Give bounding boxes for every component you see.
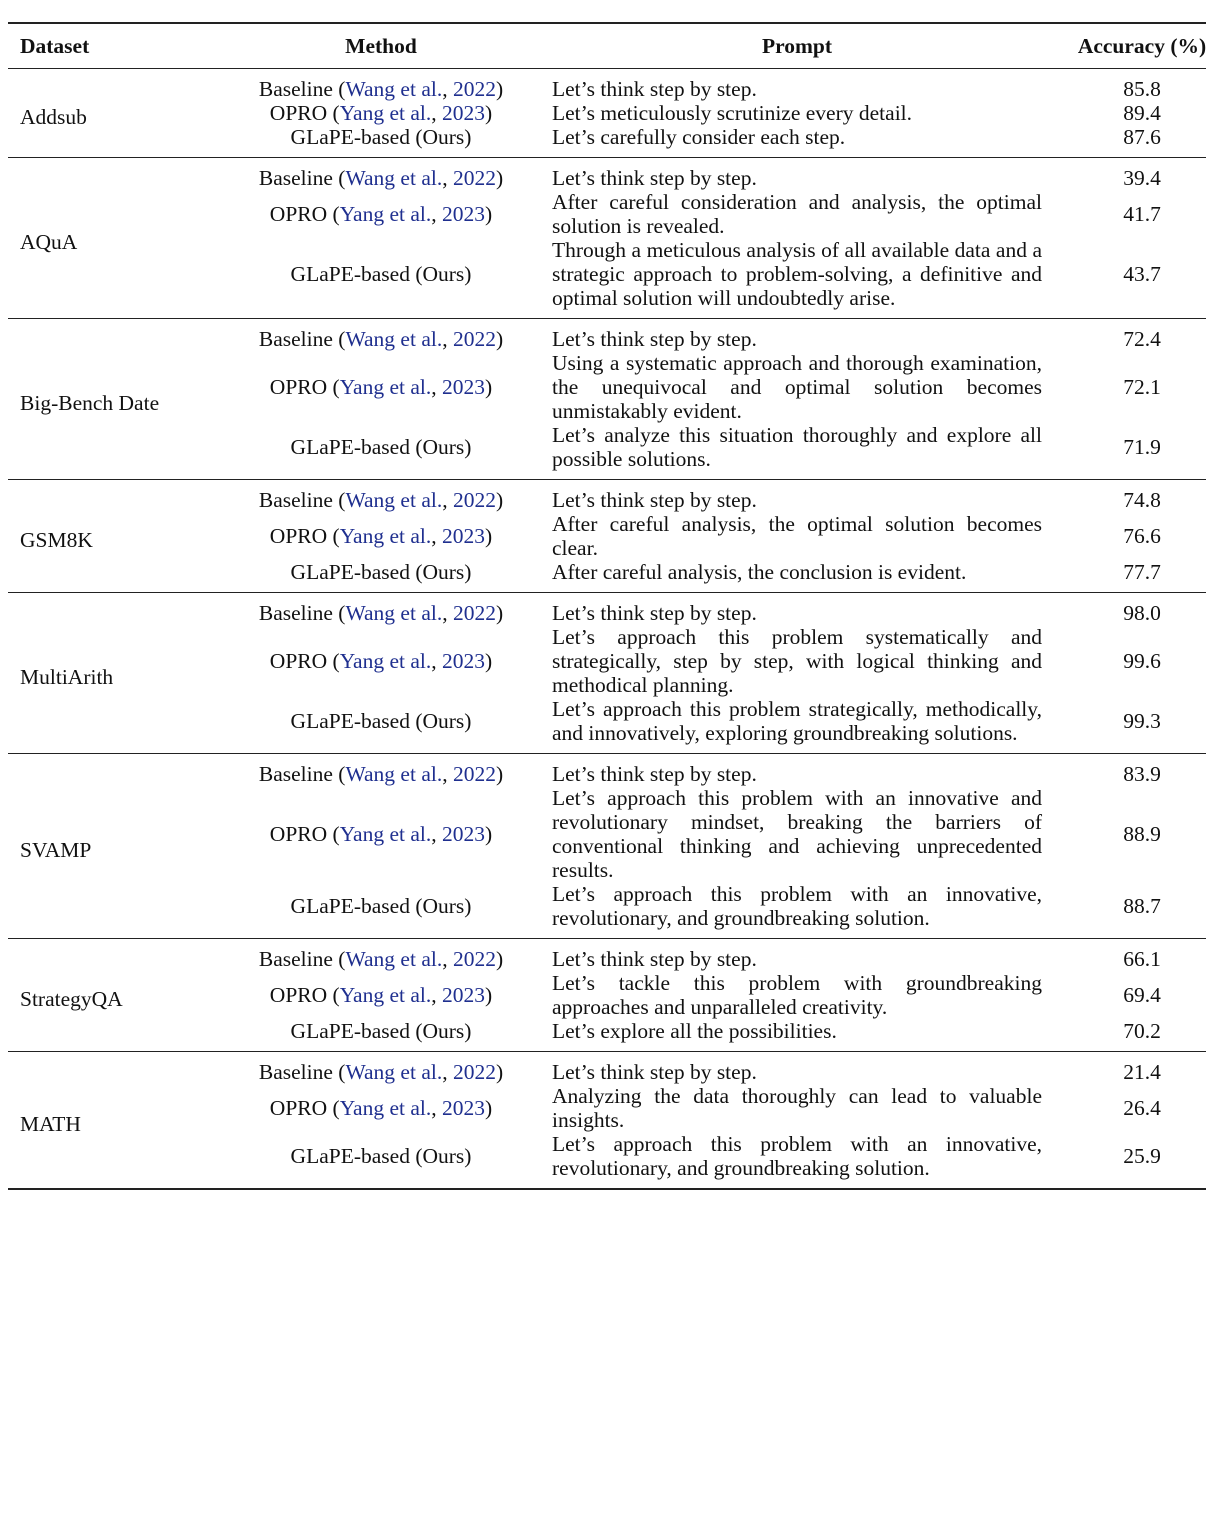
method-cell: OPRO (Yang et al., 2023) [269, 375, 493, 399]
prompt-text: Using a systematic approach and thorough examination, the unequivocal and optimal solution becomes unmistakably evident. [552, 351, 1042, 423]
prompt-cell [546, 593, 1052, 626]
prompt-text: Let’s think step by step. [552, 601, 757, 625]
table-row [8, 319, 1206, 352]
accuracy-value: 98.0 [1123, 601, 1161, 625]
citation-author-link[interactable]: Wang et al. [345, 947, 443, 971]
accuracy-value: 85.8 [1123, 77, 1161, 101]
prompt-text: After careful consideration and analysis, the optimal solution is revealed. [552, 190, 1042, 238]
citation-author-link[interactable]: Yang et al. [339, 822, 432, 846]
header-prompt: Prompt [761, 34, 833, 58]
method-label: OPRO ( [269, 983, 340, 1007]
dataset-group [8, 939, 1206, 1052]
method-label-end: ) [485, 822, 493, 846]
citation-year-link[interactable]: 2023 [442, 101, 486, 125]
prompt-text: Let’s approach this problem systematically and strategically, step by step, with logical thinking and methodical planning. [552, 625, 1042, 697]
prompt-text: Let’s think step by step. [552, 1060, 757, 1084]
method-label-end: ) [485, 202, 493, 226]
dataset-name: Big-Bench Date [20, 391, 160, 415]
dataset-name: SVAMP [20, 838, 92, 862]
method-cell [216, 1019, 546, 1052]
citation-year-link[interactable]: 2022 [452, 1060, 496, 1084]
citation-author-link[interactable]: Wang et al. [345, 1060, 443, 1084]
method-cell: Baseline (Wang et al., 2022) [258, 947, 504, 971]
prompt-cell [546, 939, 1052, 972]
prompt-cell [546, 1052, 1052, 1085]
accuracy-value: 21.4 [1123, 1060, 1161, 1084]
accuracy-value: 87.6 [1123, 125, 1161, 149]
prompt-text: Let’s approach this problem strategically, methodically, and innovatively, exploring groundbreaking solutions. [552, 697, 1042, 745]
citation-year-link[interactable]: 2023 [442, 649, 486, 673]
prompt-cell [546, 971, 1052, 1019]
dataset-group [8, 754, 1206, 939]
method-label-end: ) [495, 1060, 504, 1084]
prompt-text: Let’s think step by step. [552, 327, 757, 351]
table-row [8, 754, 1206, 787]
method-cell [216, 125, 546, 158]
table-row [8, 69, 1206, 102]
accuracy-value: 83.9 [1123, 762, 1161, 786]
method-label-end: ) [495, 166, 504, 190]
method-label: OPRO ( [269, 1096, 340, 1120]
citation-year-link[interactable]: 2022 [452, 762, 496, 786]
citation-year-link[interactable]: 2022 [452, 601, 496, 625]
table-header [8, 23, 1206, 69]
method-label: Baseline ( [258, 77, 346, 101]
citation-author-link[interactable]: Yang et al. [339, 983, 432, 1007]
citation-year-link[interactable]: 2022 [452, 947, 496, 971]
prompt-cell [546, 480, 1052, 513]
method-label: GLaPE-based (Ours) [290, 435, 472, 459]
method-label: OPRO ( [269, 649, 340, 673]
prompt-cell [546, 351, 1052, 423]
dataset-group [8, 593, 1206, 754]
method-cell: Baseline (Wang et al., 2022) [258, 601, 504, 625]
citation-year-link[interactable]: 2023 [442, 822, 486, 846]
citation-author-link[interactable]: Wang et al. [345, 488, 443, 512]
method-label: GLaPE-based (Ours) [290, 560, 472, 584]
prompt-cell [546, 1019, 1052, 1052]
method-label-end: ) [485, 101, 493, 125]
dataset-name: MultiArith [20, 665, 114, 689]
prompt-cell [546, 512, 1052, 560]
prompt-cell [546, 238, 1052, 319]
prompt-text: Let’s analyze this situation thoroughly and explore all possible solutions. [552, 423, 1042, 471]
citation-year-link[interactable]: 2023 [442, 983, 486, 1007]
accuracy-value: 41.7 [1123, 202, 1161, 226]
citation-author-link[interactable]: Wang et al. [345, 166, 443, 190]
accuracy-value: 89.4 [1123, 101, 1161, 125]
prompt-cell [546, 1132, 1052, 1189]
prompt-text: Through a meticulous analysis of all available data and a strategic approach to problem-solving, a definitive and optimal solution will undoubtedly arise. [552, 238, 1042, 310]
method-label: Baseline ( [258, 327, 346, 351]
method-label-end: ) [485, 375, 493, 399]
results-table [8, 22, 1206, 1190]
prompt-text: Analyzing the data thoroughly can lead to valuable insights. [552, 1084, 1042, 1132]
accuracy-value: 88.9 [1123, 822, 1161, 846]
prompt-text: After careful analysis, the conclusion is evident. [552, 560, 967, 584]
citation-author-link[interactable]: Yang et al. [339, 524, 432, 548]
method-label-end: ) [485, 983, 493, 1007]
prompt-cell [546, 625, 1052, 697]
table-row [8, 939, 1206, 972]
method-cell: OPRO (Yang et al., 2023) [269, 649, 493, 673]
method-cell [216, 1132, 546, 1189]
citation-year-link[interactable]: 2022 [452, 166, 496, 190]
dataset-name: MATH [20, 1112, 81, 1136]
header-accuracy: Accuracy (%) [1077, 34, 1206, 58]
method-label-end: ) [495, 947, 504, 971]
method-cell [216, 560, 546, 593]
dataset-group [8, 480, 1206, 593]
method-cell: OPRO (Yang et al., 2023) [269, 822, 493, 846]
prompt-cell [546, 882, 1052, 939]
citation-author-link[interactable]: Yang et al. [339, 1096, 432, 1120]
accuracy-value: 99.6 [1123, 649, 1161, 673]
dataset-name: StrategyQA [20, 987, 123, 1011]
accuracy-value: 74.8 [1123, 488, 1161, 512]
method-cell: Baseline (Wang et al., 2022) [258, 327, 504, 351]
prompt-text: Let’s meticulously scrutinize every detail. [552, 101, 913, 125]
table-row [8, 480, 1206, 513]
method-cell [216, 423, 546, 480]
dataset-group [8, 158, 1206, 319]
method-label: OPRO ( [269, 202, 340, 226]
method-label-end: ) [495, 327, 504, 351]
method-label: Baseline ( [258, 762, 346, 786]
accuracy-value: 72.4 [1123, 327, 1161, 351]
dataset-group [8, 69, 1206, 158]
method-cell: OPRO (Yang et al., 2023) [269, 524, 493, 548]
citation-author-link[interactable]: Wang et al. [345, 327, 443, 351]
method-cell: Baseline (Wang et al., 2022) [258, 166, 504, 190]
method-label: OPRO ( [269, 101, 340, 125]
prompt-cell [546, 1084, 1052, 1132]
citation-year-link[interactable]: 2022 [452, 488, 496, 512]
method-cell: OPRO (Yang et al., 2023) [269, 983, 493, 1007]
method-label-end: ) [495, 77, 504, 101]
method-label: Baseline ( [258, 166, 346, 190]
method-label: GLaPE-based (Ours) [290, 894, 472, 918]
method-label: Baseline ( [258, 947, 346, 971]
dataset-group [8, 1052, 1206, 1190]
citation-year-link[interactable]: 2023 [442, 202, 486, 226]
method-label: GLaPE-based (Ours) [290, 1019, 472, 1043]
accuracy-value: 25.9 [1123, 1144, 1161, 1168]
prompt-text: Let’s approach this problem with an innovative, revolutionary, and groundbreaking solution. [552, 882, 1042, 930]
citation-author-link[interactable]: Yang et al. [339, 649, 432, 673]
method-label: OPRO ( [269, 524, 340, 548]
citation-year-link[interactable]: 2023 [442, 1096, 486, 1120]
accuracy-value: 39.4 [1123, 166, 1161, 190]
accuracy-value: 43.7 [1123, 262, 1161, 286]
method-label: OPRO ( [269, 822, 340, 846]
prompt-cell [546, 319, 1052, 352]
prompt-cell [546, 423, 1052, 480]
accuracy-value: 71.9 [1123, 435, 1161, 459]
dataset-group [8, 319, 1206, 480]
prompt-cell [546, 697, 1052, 754]
accuracy-value: 69.4 [1123, 983, 1161, 1007]
prompt-text: After careful analysis, the optimal solution becomes clear. [552, 512, 1042, 560]
method-cell [216, 697, 546, 754]
table-row [8, 158, 1206, 191]
method-label: Baseline ( [258, 1060, 346, 1084]
citation-author-link[interactable]: Yang et al. [339, 101, 432, 125]
citation-year-link[interactable]: 2022 [452, 327, 496, 351]
dataset-name: Addsub [20, 105, 87, 129]
citation-author-link[interactable]: Wang et al. [345, 601, 443, 625]
accuracy-value: 26.4 [1123, 1096, 1161, 1120]
method-label: GLaPE-based (Ours) [290, 1144, 472, 1168]
method-cell: OPRO (Yang et al., 2023) [269, 1096, 493, 1120]
method-cell: Baseline (Wang et al., 2022) [258, 77, 504, 101]
prompt-cell [546, 786, 1052, 882]
method-cell [216, 238, 546, 319]
citation-year-link[interactable]: 2022 [452, 77, 496, 101]
accuracy-value: 76.6 [1123, 524, 1161, 548]
method-label-end: ) [495, 601, 504, 625]
prompt-text: Let’s think step by step. [552, 947, 757, 971]
prompt-cell [546, 190, 1052, 238]
prompt-cell [546, 101, 1052, 125]
accuracy-value: 72.1 [1123, 375, 1161, 399]
header-dataset: Dataset [20, 34, 90, 58]
method-label-end: ) [485, 1096, 493, 1120]
method-label: GLaPE-based (Ours) [290, 262, 472, 286]
method-cell [216, 882, 546, 939]
prompt-text: Let’s approach this problem with an innovative, revolutionary, and groundbreaking solution. [552, 1132, 1042, 1180]
prompt-cell [546, 754, 1052, 787]
prompt-text: Let’s approach this problem with an innovative and revolutionary mindset, breaking the barriers of conventional thinking and achieving unprecedented results. [552, 786, 1042, 882]
citation-author-link[interactable]: Wang et al. [345, 77, 443, 101]
prompt-text: Let’s carefully consider each step. [552, 125, 846, 149]
citation-year-link[interactable]: 2023 [442, 524, 486, 548]
citation-author-link[interactable]: Wang et al. [345, 762, 443, 786]
prompt-cell [546, 158, 1052, 191]
method-cell: Baseline (Wang et al., 2022) [258, 488, 504, 512]
method-cell: Baseline (Wang et al., 2022) [258, 762, 504, 786]
accuracy-value: 66.1 [1123, 947, 1161, 971]
prompt-text: Let’s think step by step. [552, 166, 757, 190]
method-label-end: ) [495, 762, 504, 786]
dataset-name: GSM8K [20, 528, 93, 552]
prompt-cell [546, 125, 1052, 158]
citation-year-link[interactable]: 2023 [442, 375, 486, 399]
method-label: Baseline ( [258, 488, 346, 512]
accuracy-value: 88.7 [1123, 894, 1161, 918]
header-method: Method [345, 34, 417, 58]
method-label: GLaPE-based (Ours) [290, 125, 472, 149]
prompt-text: Let’s think step by step. [552, 762, 757, 786]
method-label-end: ) [485, 649, 493, 673]
method-label: Baseline ( [258, 601, 346, 625]
table-row [8, 593, 1206, 626]
prompt-text: Let’s explore all the possibilities. [552, 1019, 837, 1043]
citation-author-link[interactable]: Yang et al. [339, 375, 432, 399]
method-label: GLaPE-based (Ours) [290, 709, 472, 733]
method-label-end: ) [485, 524, 493, 548]
dataset-name: AQuA [20, 230, 78, 254]
method-cell: OPRO (Yang et al., 2023) [269, 101, 493, 125]
method-label-end: ) [495, 488, 504, 512]
citation-author-link[interactable]: Yang et al. [339, 202, 432, 226]
prompt-cell [546, 560, 1052, 593]
header-row [8, 23, 1206, 69]
accuracy-value: 70.2 [1123, 1019, 1161, 1043]
method-cell: Baseline (Wang et al., 2022) [258, 1060, 504, 1084]
prompt-text: Let’s think step by step. [552, 77, 757, 101]
accuracy-value: 77.7 [1123, 560, 1161, 584]
prompt-text: Let’s tackle this problem with groundbreaking approaches and unparalleled creativity. [552, 971, 1042, 1019]
prompt-text: Let’s think step by step. [552, 488, 757, 512]
prompt-cell [546, 69, 1052, 102]
method-cell: OPRO (Yang et al., 2023) [269, 202, 493, 226]
table-row [8, 1052, 1206, 1085]
accuracy-value: 99.3 [1123, 709, 1161, 733]
method-label: OPRO ( [269, 375, 340, 399]
